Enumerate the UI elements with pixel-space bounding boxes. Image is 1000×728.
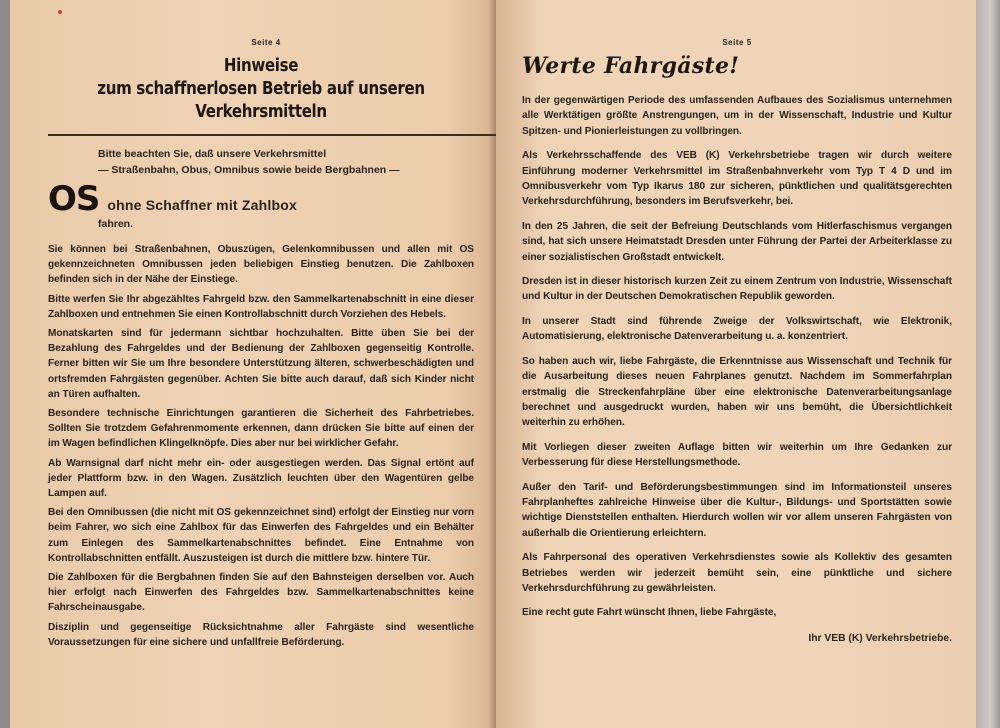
right-paragraph: Außer den Tarif- und Beförderungsbestimmungen sind im Informationsteil unseres Fahrplanheftes zahlreiche Hinweise über die Kultur-, Bildungs- und Sportstätten sowie wichtige Dienststellen enthalten. Hierdurch wollen wir vor allem unseren Fahrgästen von außerhalb die Orientierung erleichtern. [522,481,952,539]
left-paragraph: Besondere technische Einrichtungen garantieren die Sicherheit des Fahrbetriebes. Sollten Sie trotzdem Gefahrenmomente erkennen, dann drücken Sie bitte auf einen der im Wagen befindlichen Klingelknöpfe. Dies aber nur bei wirklicher Gefahr. [48,408,474,450]
left-paragraph: Bei den Omnibussen (die nicht mit OS gekennzeichnet sind) erfolgt der Einstieg nur vorn beim Fahrer, wo sich eine Zahlbox für das Einwerfen des Fahrgeldes und ein Behälter zum Einlegen des Sammelkartenabschnittes befindet. Eine Entnahme von Kontrollabschnitten entfällt. Auszusteigen ist durch die mittlere bzw. hintere Tür. [48,507,474,564]
os-heading [48,179,474,219]
red-mark [58,10,62,14]
page-number-left: Seite 4 [251,38,281,47]
title-rule [48,134,496,136]
right-paragraph: Dresden ist in dieser historisch kurzen Zeit zu einem Zentrum von Industrie, Wissenschaft und Kultur in der Deutschen Demokratischen Republik geworden. [522,276,952,303]
right-paragraph: So haben auch wir, liebe Fahrgäste, die Erkenntnisse aus Wissenschaft und Technik für die Ausarbeitung dieses neuen Fahrplanes genutzt. Nachdem im Sommerfahrplan erstmalig die Streckenfahrpläne über eine elektronische Datenverarbeitungsanlage berechnet und ausgedruckt wurden, haben wir uns bemüht, die Übersichtlichkeit weiterhin zu erhöhen. [522,355,952,429]
title-line-1: Hinweise [223,56,299,76]
intro-line-2: — Straßenbahn, Obus, Omnibus sowie beide Bergbahnen — [98,164,400,176]
right-page-title: Werte Fahrgäste! [522,53,740,79]
os-after-text: fahren. [98,218,134,230]
left-paragraph: Die Zahlboxen für die Bergbahnen finden Sie auf den Bahnsteigen derselben vor. Auch hier erfolgt nach Einwerfen des Fahrgeldes bzw. Sammelkartenabschnittes keine Fahrscheinausgabe. [48,572,474,614]
page-number-right: Seite 5 [722,38,752,47]
right-paragraph: Als Verkehrsschaffende des VEB (K) Verkehrsbetriebe tragen wir durch weitere Einführung moderner Verkehrsmittel im Straßenbahnverkehr vom Typ T 4 D und im Omnibusverkehr vom Typ Ikarus 180 zur sicheren, pünktlichen und qualitätsgerechten Verkehrsdurchführung, besonders im Berufsverkehr, bei. [522,150,952,208]
right-page [496,0,976,728]
left-paragraph: Monatskarten sind für jedermann sichtbar hochzuhalten. Bitte üben Sie bei der Bezahlung des Fahrgeldes und der Bedienung der Zahlboxen gegenseitig Kontrolle. Ferner bitten wir Sie um Ihre besondere Unterstützung älteren, schwerbeschädigten und ortsfremden Fahrgästen gegenüber. Achten Sie bitte auch darauf, daß sich Kinder nicht an Türen aufhalten. [48,328,474,400]
left-page [10,0,496,728]
left-paragraph: Sie können bei Straßenbahnen, Obuszügen, Gelenkomnibussen und allen mit OS gekennzeichneten Omnibussen jeden beliebigen Einstieg benutzen. Die Zahlboxen befinden sich in der Nähe der Einstiege. [48,244,474,286]
right-paragraph: In unserer Stadt sind führende Zweige der Volkswirtschaft, wie Elektronik, Automatisierung, elektronische Datenverarbeitung u. a. konzentriert. [522,315,952,343]
right-paragraph: Eine recht gute Fahrt wünscht Ihnen, liebe Fahrgäste, [522,607,777,619]
left-paragraph: Ab Warnsignal darf nicht mehr ein- oder ausgestiegen werden. Das Signal ertönt auf jeder Plattform bzw. in den Wagen. Zusätzlich leuchten über den Wagentüren gelbe Lampen auf. [48,457,474,500]
right-paragraph: Als Fahrpersonal des operativen Verkehrsdienstes sowie als Kollektiv des gesamten Betriebes werden wir jederzeit bemüht sein, eine pünktliche und sichere Verkehrsdurchführung zu gewährleisten. [522,552,952,594]
title-line-2: zum schaffnerlosen Betrieb auf unseren Verkehrsmitteln [97,79,425,122]
signature: Ihr VEB (K) Verkehrsbetriebe. [808,632,952,644]
left-paragraph: Bitte werfen Sie Ihr abgezähltes Fahrgeld bzw. den Sammelkartenabschnitt in eine dieser Zahlboxen und entnehmen Sie einen Kontrollabschnitt durch Vorziehen des Hebels. [48,293,474,320]
right-paragraph: In der gegenwärtigen Periode des umfassenden Aufbaues des Sozialismus unternehmen alle Werktätigen größte Anstrengungen, um in der Wissenschaft, Industrie und Kultur Spitzen- und Pionierleistungen zu vollbringen. [522,95,952,137]
right-paragraph: Mit Vorliegen dieser zweiten Auflage bitten wir weiterhin um Ihre Gedanken zur Verbesserung für diese Herstellungsmethode. [522,441,952,469]
right-paragraph: In den 25 Jahren, die seit der Befreiung Deutschlands vom Hitlerfaschismus vergangen sind, hat sich unsere Heimatstadt Dresden unter Führung der Partei der Arbeiterklasse zu einer sozialistischen Großstadt entwickelt. [522,220,952,263]
page-edge [976,0,1000,728]
intro-line-1: Bitte beachten Sie, daß unsere Verkehrsmittel [98,148,327,160]
left-page-title [78,55,444,124]
left-paragraph: Disziplin und gegenseitige Rücksichtnahme aller Fahrgäste sind wesentliche Voraussetzungen für eine sichere und unfallfreie Beförderung. [48,621,474,648]
os-subheading: ohne Schaffner mit Zahlbox [107,197,297,213]
os-big-letters: OS [48,179,100,219]
